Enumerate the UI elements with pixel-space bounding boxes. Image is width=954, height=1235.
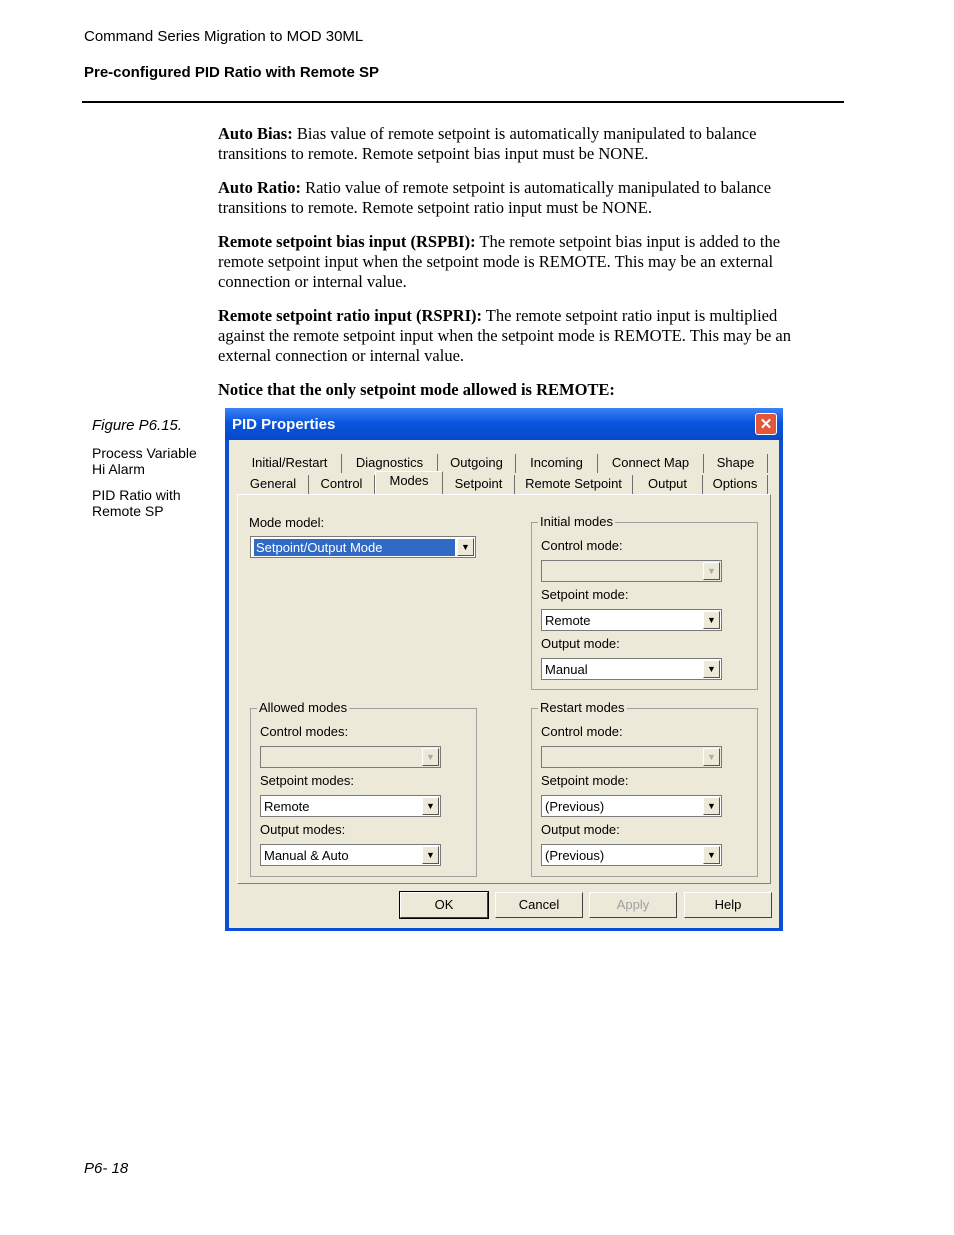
tab-remote-setpoint[interactable]: Remote Setpoint xyxy=(515,475,633,494)
paragraph-rspbi xyxy=(218,232,828,292)
term-rspri: Remote setpoint ratio input (RSPRI): xyxy=(218,306,482,325)
help-button[interactable]: Help xyxy=(684,892,772,918)
dialog-client xyxy=(229,440,779,928)
chevron-down-icon[interactable]: ▼ xyxy=(703,797,720,815)
chevron-down-icon[interactable]: ▼ xyxy=(703,846,720,864)
body-text xyxy=(218,124,828,414)
tab-control[interactable]: Control xyxy=(309,475,375,494)
dialog-title: PID Properties xyxy=(232,416,336,433)
allowed-setpoint-value: Remote xyxy=(264,799,310,814)
cancel-button[interactable]: Cancel xyxy=(495,892,583,918)
term-auto-ratio: Auto Ratio: xyxy=(218,178,301,197)
restart-control-label: Control mode: xyxy=(541,724,623,739)
initial-modes-title: Initial modes xyxy=(540,514,613,529)
paragraph-rspri xyxy=(218,306,828,366)
restart-output-select[interactable] xyxy=(541,844,722,866)
chevron-down-icon[interactable]: ▼ xyxy=(422,846,439,864)
paragraph-auto-bias xyxy=(218,124,828,164)
initial-output-value: Manual xyxy=(545,662,588,677)
allowed-output-select[interactable] xyxy=(260,844,441,866)
tab-setpoint[interactable]: Setpoint xyxy=(443,475,515,494)
dialog-titlebar xyxy=(225,408,783,440)
tab-initial-restart[interactable]: Initial/Restart xyxy=(238,454,342,473)
restart-setpoint-value: (Previous) xyxy=(545,799,605,814)
allowed-setpoint-select[interactable] xyxy=(260,795,441,817)
term-auto-bias: Auto Bias: xyxy=(218,124,293,143)
mode-model-value: Setpoint/Output Mode xyxy=(254,539,455,556)
chevron-down-icon[interactable]: ▼ xyxy=(703,562,720,580)
document-title: Command Series Migration to MOD 30ML xyxy=(84,28,364,45)
sidebar-note-pid: PID Ratio with Remote SP xyxy=(92,487,181,519)
page-number: P6- 18 xyxy=(84,1160,129,1177)
restart-output-label: Output mode: xyxy=(541,822,620,837)
initial-setpoint-label: Setpoint mode: xyxy=(541,587,629,602)
allowed-output-label: Output modes: xyxy=(260,822,346,837)
mode-model-label: Mode model: xyxy=(249,515,325,530)
desc-auto-bias: Bias value of remote setpoint is automatically manipulated to balance transitions to remote. Remote setpoint bias input must be NONE. xyxy=(218,124,757,163)
header-rule xyxy=(82,101,844,103)
restart-output-value: (Previous) xyxy=(545,848,605,863)
restart-setpoint-label: Setpoint mode: xyxy=(541,773,629,788)
initial-control-label: Control mode: xyxy=(541,538,623,553)
chevron-down-icon[interactable]: ▼ xyxy=(457,538,474,556)
allowed-output-value: Manual & Auto xyxy=(264,848,349,863)
tab-general[interactable]: General xyxy=(238,475,309,494)
figure-label: Figure P6.15. xyxy=(92,417,183,434)
ok-button[interactable]: OK xyxy=(400,892,488,918)
paragraph-auto-ratio xyxy=(218,178,828,218)
close-icon[interactable]: ✕ xyxy=(755,413,777,435)
initial-output-label: Output mode: xyxy=(541,636,620,651)
term-rspbi: Remote setpoint bias input (RSPBI): xyxy=(218,232,476,251)
tab-connect-map[interactable]: Connect Map xyxy=(598,454,704,473)
notice-bold: Notice that the only setpoint mode allowed is REMOTE: xyxy=(218,380,615,399)
mode-model-select[interactable] xyxy=(250,536,476,558)
tab-output[interactable]: Output xyxy=(633,475,703,494)
allowed-modes-title: Allowed modes xyxy=(259,700,348,715)
restart-control-select[interactable] xyxy=(541,746,722,768)
tab-shape[interactable]: Shape xyxy=(704,454,768,473)
chevron-down-icon[interactable]: ▼ xyxy=(422,748,439,766)
desc-rspbi: The remote setpoint bias input is added to the remote setpoint input when the setpoint mode is REMOTE. This may be an external connection or internal value. xyxy=(218,232,781,291)
restart-setpoint-select[interactable] xyxy=(541,795,722,817)
notice-text xyxy=(218,380,828,400)
desc-auto-ratio: Ratio value of remote setpoint is automatically manipulated to balance transitions to remote. Remote setpoint ratio input must be NONE. xyxy=(218,178,772,217)
chevron-down-icon[interactable]: ▼ xyxy=(703,748,720,766)
initial-setpoint-value: Remote xyxy=(545,613,591,628)
tab-diagnostics[interactable]: Diagnostics xyxy=(342,454,438,473)
allowed-control-label: Control modes: xyxy=(260,724,349,739)
initial-setpoint-select[interactable] xyxy=(541,609,722,631)
restart-modes-title: Restart modes xyxy=(540,700,625,715)
pid-properties-dialog xyxy=(225,408,783,931)
tab-incoming[interactable]: Incoming xyxy=(516,454,598,473)
initial-control-select[interactable] xyxy=(541,560,722,582)
chevron-down-icon[interactable]: ▼ xyxy=(703,611,720,629)
allowed-control-select[interactable] xyxy=(260,746,441,768)
tab-modes[interactable]: Modes xyxy=(375,471,443,495)
sidebar-note-alarm: Process Variable Hi Alarm xyxy=(92,445,197,477)
desc-rspri: The remote setpoint ratio input is multiplied against the remote setpoint input when the setpoint mode is REMOTE. This may be an external connection or internal value. xyxy=(218,306,791,365)
tab-options[interactable]: Options xyxy=(703,475,768,494)
chevron-down-icon[interactable]: ▼ xyxy=(422,797,439,815)
tab-outgoing[interactable]: Outgoing xyxy=(438,454,516,473)
section-title: Pre-configured PID Ratio with Remote SP xyxy=(84,64,380,81)
allowed-setpoint-label: Setpoint modes: xyxy=(260,773,354,788)
initial-output-select[interactable] xyxy=(541,658,722,680)
chevron-down-icon[interactable]: ▼ xyxy=(703,660,720,678)
apply-button[interactable]: Apply xyxy=(589,892,677,918)
